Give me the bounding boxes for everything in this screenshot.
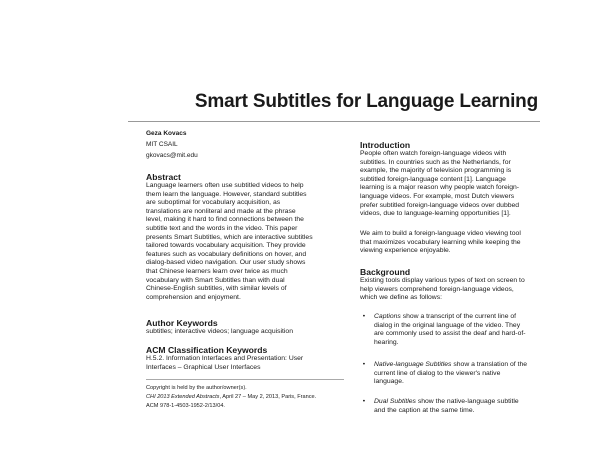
introduction-heading: Introduction	[360, 140, 411, 150]
author-affiliation: MIT CSAIL	[146, 141, 178, 148]
author-name: Geza Kovacs	[146, 130, 187, 137]
abstract-line: subtitle text and the words in the video. This paper	[146, 224, 298, 232]
acm-line: H.5.2. Information Interfaces and Presentation: User	[146, 355, 304, 362]
abstract-line: tailored towards vocabulary acquisition. They provide	[146, 242, 306, 250]
keywords-heading: Author Keywords	[146, 318, 218, 328]
title-divider	[128, 121, 540, 122]
abstract-line: Language learners often use subtitled videos to help	[146, 182, 304, 189]
background-section	[360, 267, 548, 303]
intro-line: We aim to build a foreign-language video viewing tool	[360, 230, 521, 237]
abstract-body	[146, 182, 346, 302]
intro-line: People often watch foreign-language videos with	[360, 150, 507, 157]
bullet-line: are commonly used to assist the deaf and hard-of-	[374, 330, 526, 338]
intro-line: example, the majority of television programming is	[360, 167, 512, 175]
acm-section	[146, 345, 346, 372]
acm-heading: ACM Classification Keywords	[146, 345, 268, 355]
copyright-line: Copyright is held by the author/owner(s).	[146, 385, 247, 391]
copyright-isbn: ACM 978-1-4503-1952-2/13/04.	[146, 403, 225, 409]
bullet-line: hearing.	[374, 338, 399, 346]
abstract-line: vocabulary with Smart Subtitles than with dual	[146, 276, 285, 284]
copyright-divider	[146, 379, 344, 380]
keywords-text: subtitles; interactive videos; language acquisition	[146, 328, 293, 335]
bullet-text	[374, 313, 550, 347]
background-line: help viewers comprehend foreign-language videos,	[360, 285, 514, 293]
bullet-line: show a transcript of the current line of	[400, 313, 517, 320]
intro-line: prefer subtitled foreign-language videos over dubbed	[360, 201, 520, 209]
bullet-line: dialog in the original language of the video. They	[374, 321, 521, 329]
copyright-block	[146, 384, 356, 411]
abstract-line: are suboptimal for vocabulary acquisition, as	[146, 199, 281, 207]
introduction-body	[360, 150, 548, 219]
bullet-line: show the native-language subtitle	[415, 398, 519, 405]
background-line: Existing tools display various types of text on screen to	[360, 277, 525, 284]
abstract-line: them learn the language. However, standard subtitles	[146, 190, 307, 198]
intro-line: videos, due to language-learning opportunities [1].	[360, 210, 511, 218]
intro-line: viewing experience enjoyable.	[360, 247, 451, 255]
bullet-icon: •	[362, 398, 366, 405]
bullet-term: Captions	[374, 313, 401, 320]
abstract-line: features such as vocabulary definitions on hover, and	[146, 250, 307, 258]
venue-name: CHI 2013 Extended Abstracts	[146, 394, 220, 400]
intro-line: learning is a major reason why people watch foreign-	[360, 184, 520, 192]
abstract-heading: Abstract	[146, 172, 181, 182]
background-body	[360, 277, 548, 303]
bullet-term: Dual Subtitles	[374, 398, 416, 405]
acm-body	[146, 355, 346, 372]
abstract-line: level, making it hard to find connections between the	[146, 216, 304, 224]
abstract-line: translations are nonliteral and made at the phrase	[146, 207, 296, 215]
intro-line: that maximizes vocabulary learning while keeping the	[360, 238, 521, 246]
abstract-line: dialog-based video navigation. Our user study shows	[146, 259, 306, 267]
background-heading: Background	[360, 267, 411, 277]
bullet-line: and the caption at the same time.	[374, 406, 475, 414]
intro-line: language videos. For example, most Dutch viewers	[360, 192, 515, 200]
background-line: which we define as follows:	[360, 294, 442, 302]
bullet-text	[374, 398, 550, 415]
bullet-icon: •	[362, 361, 366, 368]
abstract-section	[146, 172, 346, 302]
introduction-section	[360, 140, 548, 219]
bullet-line: language.	[374, 378, 404, 386]
copyright-venue-line	[146, 393, 356, 402]
bullet-line: show a translation of the	[451, 361, 528, 368]
abstract-line: comprehension and enjoyment.	[146, 293, 241, 301]
paper-title: Smart Subtitles for Language Learning	[194, 91, 538, 112]
abstract-line: presents Smart Subtitles, which are interactive subtitles	[146, 233, 313, 241]
venue-details: , April 27 – May 2, 2013, Paris, France.	[219, 394, 317, 400]
bullet-term: Native-language Subtitles	[374, 361, 452, 368]
bullet-line: current line of dialog to the viewer's native	[374, 369, 501, 377]
acm-line: Interfaces – Graphical User Interfaces	[146, 363, 261, 371]
keywords-section	[146, 318, 346, 337]
abstract-line: that Chinese learners learn over twice as much	[146, 267, 288, 275]
bullet-text	[374, 361, 550, 387]
author-block	[146, 128, 198, 161]
author-email: gkovacs@mit.edu	[146, 152, 198, 159]
intro-line: subtitles. In countries such as the Netherlands, for	[360, 158, 511, 166]
introduction-paragraph-2	[360, 230, 548, 256]
intro-line: subtitled foreign-language content [1]. Language	[360, 175, 506, 183]
abstract-line: Chinese-English subtitles, with similar levels of	[146, 285, 287, 293]
bullet-icon: •	[362, 313, 366, 320]
